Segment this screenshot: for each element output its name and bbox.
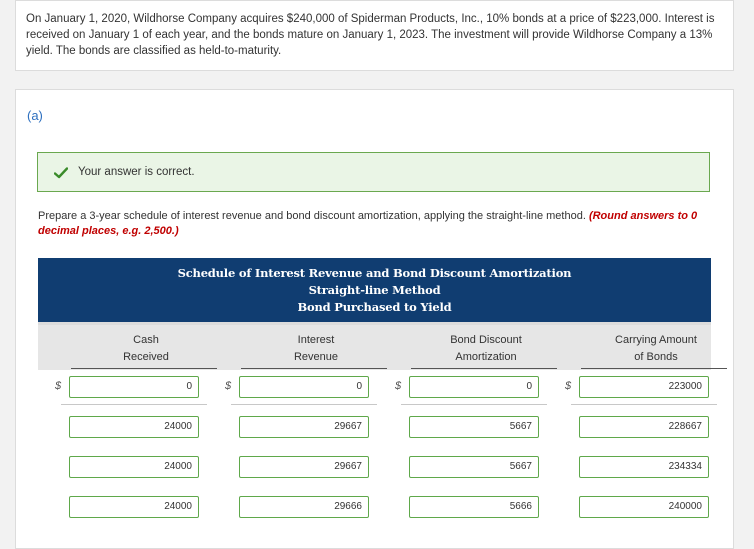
rounding-note: (Round answers to 0 decimal places, e.g. 2,500.) <box>38 210 698 237</box>
dollar-sign: $ <box>55 380 62 392</box>
input-cash-received-row-2[interactable]: 24000 <box>69 416 199 438</box>
column-header-line: of Bonds <box>634 351 678 363</box>
input-cash-received-row-1[interactable]: 0 <box>69 376 199 398</box>
column-underline <box>71 368 217 369</box>
answer-status-banner <box>37 152 710 192</box>
column-header-carrying-amount <box>586 332 726 366</box>
row-separator <box>231 404 377 405</box>
column-underline <box>411 368 557 369</box>
column-header-row <box>38 322 711 370</box>
input-carrying-amount-row-1[interactable]: 223000 <box>579 376 709 398</box>
row-separator <box>401 404 547 405</box>
input-carrying-amount-row-4[interactable]: 240000 <box>579 496 709 518</box>
input-cash-received-row-3[interactable]: 24000 <box>69 456 199 478</box>
dollar-sign: $ <box>395 380 402 392</box>
input-interest-revenue-row-4[interactable]: 29666 <box>239 496 369 518</box>
column-underline <box>581 368 727 369</box>
column-header-line: Interest <box>297 334 335 346</box>
instructions-text: Prepare a 3-year schedule of interest revenue and bond discount amortization, applying the straight-line method. <box>38 210 589 222</box>
input-interest-revenue-row-1[interactable]: 0 <box>239 376 369 398</box>
answer-status-text: Your answer is correct. <box>78 166 195 178</box>
column-header-line: Bond Discount <box>450 334 522 346</box>
column-header-interest-revenue <box>246 332 386 366</box>
dollar-sign: $ <box>565 380 572 392</box>
column-header-bond-discount-amortization <box>416 332 556 366</box>
column-header-line: Carrying Amount <box>615 334 697 346</box>
row-separator <box>61 404 207 405</box>
row-separator <box>571 404 717 405</box>
column-header-cash-received <box>76 332 216 366</box>
input-bond-discount-amortization-row-2[interactable]: 5667 <box>409 416 539 438</box>
schedule-title-line-2: Straight-line Method <box>308 283 441 297</box>
input-bond-discount-amortization-row-4[interactable]: 5666 <box>409 496 539 518</box>
part-a-card <box>15 89 734 549</box>
input-carrying-amount-row-2[interactable]: 228667 <box>579 416 709 438</box>
schedule-title <box>38 258 711 322</box>
column-header-line: Revenue <box>293 351 339 363</box>
column-underline <box>241 368 387 369</box>
schedule-title-line-3: Bond Purchased to Yield <box>297 300 452 314</box>
dollar-sign: $ <box>225 380 232 392</box>
input-cash-received-row-4[interactable]: 24000 <box>69 496 199 518</box>
input-interest-revenue-row-2[interactable]: 29667 <box>239 416 369 438</box>
column-header-line: Cash <box>133 334 159 346</box>
problem-statement <box>15 0 734 71</box>
input-carrying-amount-row-3[interactable]: 234334 <box>579 456 709 478</box>
instructions <box>38 209 718 239</box>
checkmark-icon <box>54 166 68 178</box>
column-header-line: Amortization <box>455 351 517 363</box>
problem-text: On January 1, 2020, Wildhorse Company acquires $240,000 of Spiderman Products, Inc., 10% bonds at a price of $223,000. Interest is received on January 1 of each year, and the bonds mature on January 1, 2023. The investment will provide Wildhorse Company a 13% yield. The bonds are classified as held-to-maturity. <box>26 13 715 57</box>
column-header-line: Received <box>123 351 169 363</box>
part-label: (a) <box>27 108 43 123</box>
input-bond-discount-amortization-row-3[interactable]: 5667 <box>409 456 539 478</box>
schedule-title-line-1: Schedule of Interest Revenue and Bond Discount Amortization <box>177 266 572 280</box>
input-interest-revenue-row-3[interactable]: 29667 <box>239 456 369 478</box>
input-bond-discount-amortization-row-1[interactable]: 0 <box>409 376 539 398</box>
